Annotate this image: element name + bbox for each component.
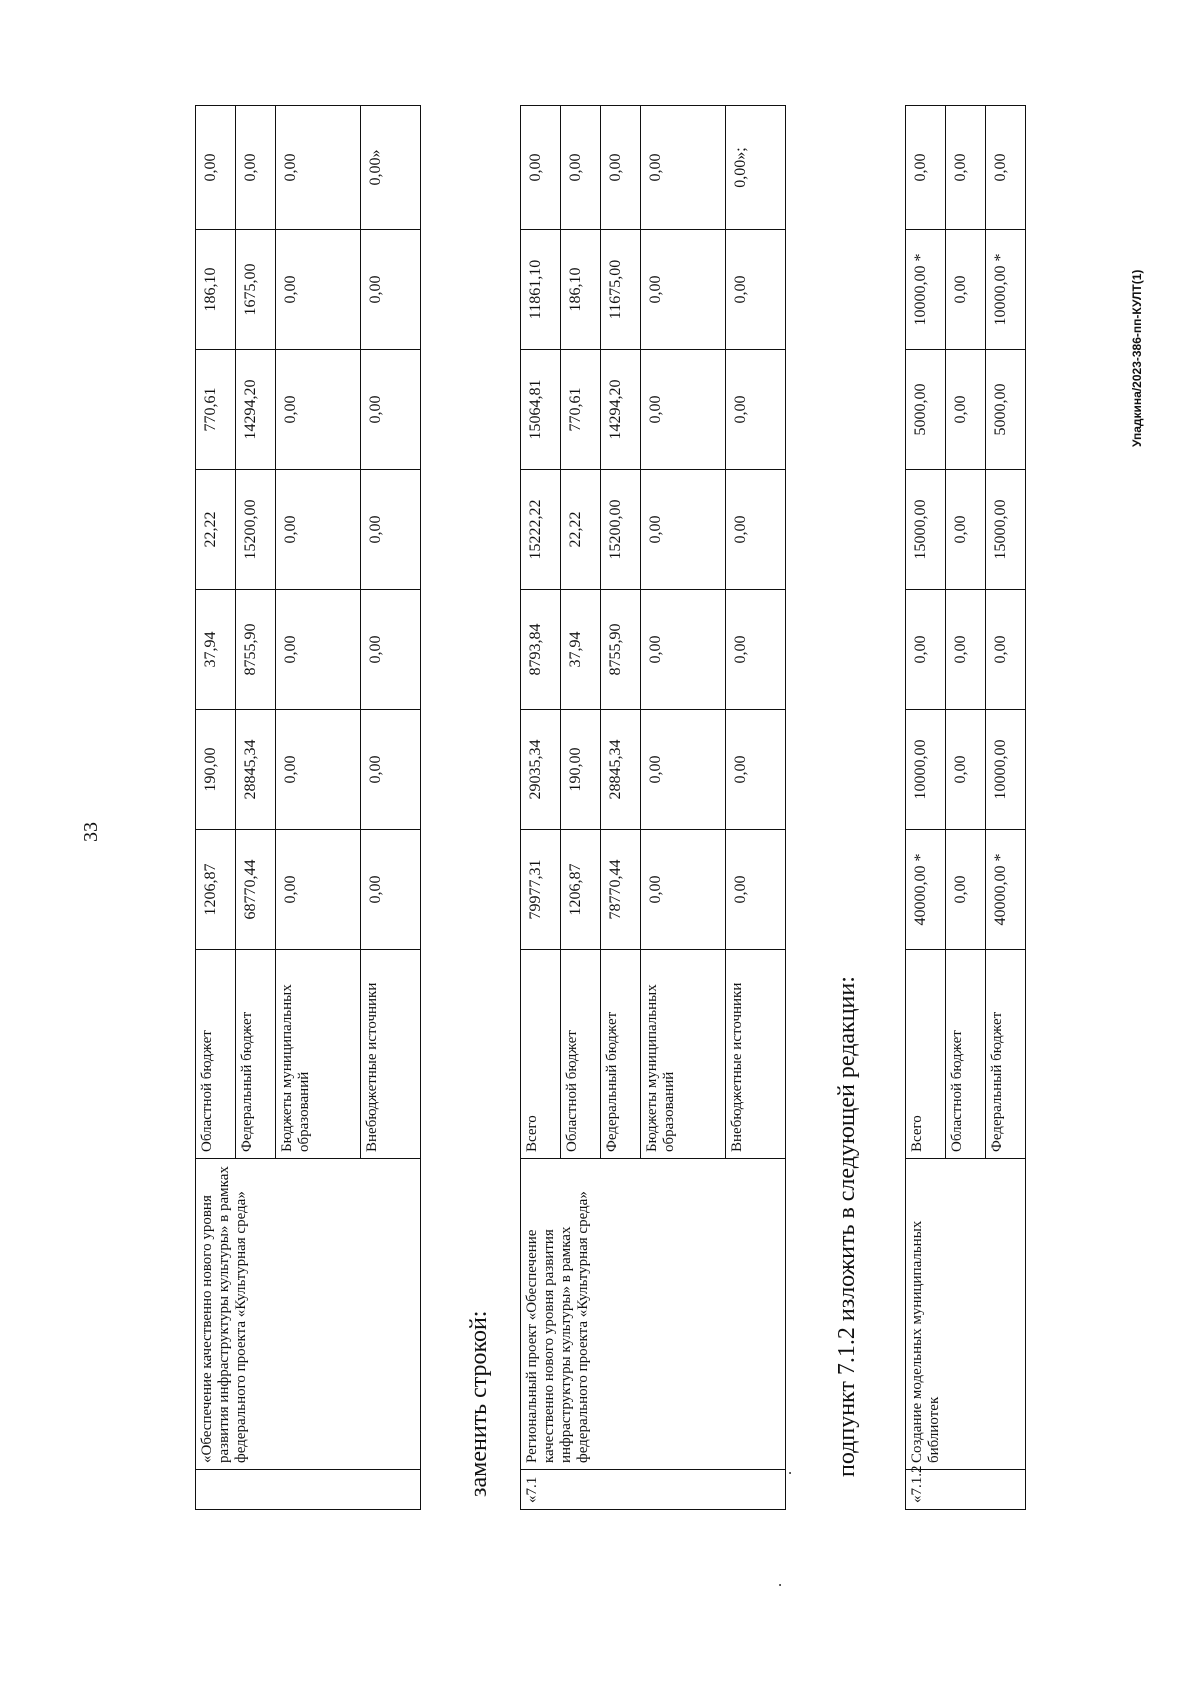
project-name-cell: Региональный проект «Обеспечение качественно нового уровня развития инфраструктуры культуры» в рамках федерального проекта «Культурная среда» <box>521 1159 786 1470</box>
value-cell: 0,00 <box>641 590 726 710</box>
value-cell: 15064,81 <box>521 350 561 470</box>
value-cell: 1206,87 <box>561 830 601 950</box>
value-cell: 0,00 <box>601 106 641 230</box>
funding-source: Областной бюджет <box>946 950 986 1159</box>
page-number: 33 <box>80 822 102 842</box>
value-cell: 0,00 <box>726 350 786 470</box>
value-cell: 11675,00 <box>601 230 641 350</box>
value-cell: 190,00 <box>196 710 236 830</box>
value-cell: 14294,20 <box>601 350 641 470</box>
value-cell: 10000,00 <box>986 710 1026 830</box>
value-cell: 0,00 <box>276 350 361 470</box>
value-cell: 5000,00 <box>986 350 1026 470</box>
value-cell: 0,00 <box>726 830 786 950</box>
document-footer-code: Упадкина/2023-386-пп-КУЛТ(1) <box>1130 269 1144 447</box>
budget-table-new <box>520 105 786 1510</box>
value-cell: 37,94 <box>196 590 236 710</box>
value-cell: 79977,31 <box>521 830 561 950</box>
value-cell: 0,00 <box>906 590 946 710</box>
replace-heading: заменить строкой: <box>466 1310 492 1497</box>
funding-source: Областной бюджет <box>561 950 601 1159</box>
value-cell: 0,00 <box>726 590 786 710</box>
row-number-cell <box>196 1470 421 1510</box>
row-number-cell: «7.1.2 <box>906 1470 1026 1510</box>
value-cell: 770,61 <box>561 350 601 470</box>
value-cell: 15000,00 <box>986 470 1026 590</box>
funding-source: Всего <box>521 950 561 1159</box>
funding-source: Внебюджетные источники <box>361 950 421 1159</box>
project-name-cell: «Обеспечение качественно нового уровня развития инфраструктуры культуры» в рамках федерального проекта «Культурная среда» <box>196 1159 421 1470</box>
value-cell: 68770,44 <box>236 830 276 950</box>
value-cell: 0,00 <box>276 710 361 830</box>
value-cell: 0,00»; <box>726 106 786 230</box>
row-number-cell: «7.1 <box>521 1470 786 1510</box>
value-cell: 0,00 <box>276 470 361 590</box>
value-cell: 0,00 <box>726 230 786 350</box>
funding-source: Федеральный бюджет <box>601 950 641 1159</box>
value-cell: 28845,34 <box>236 710 276 830</box>
value-cell: 37,94 <box>561 590 601 710</box>
value-cell: 10000,00 * <box>906 230 946 350</box>
funding-source: Бюджеты муниципальных образований <box>641 950 726 1159</box>
value-cell: 0,00 <box>641 830 726 950</box>
value-cell: 14294,20 <box>236 350 276 470</box>
value-cell: 0,00 <box>906 106 946 230</box>
value-cell: 0,00 <box>946 350 986 470</box>
value-cell: 11861,10 <box>521 230 561 350</box>
value-cell: 10000,00 <box>906 710 946 830</box>
value-cell: 0,00 <box>641 710 726 830</box>
value-cell: 0,00 <box>561 106 601 230</box>
value-cell: 0,00 <box>236 106 276 230</box>
funding-source: Федеральный бюджет <box>986 950 1026 1159</box>
value-cell: 0,00 <box>196 106 236 230</box>
value-cell: 0,00 <box>986 106 1026 230</box>
value-cell: 78770,44 <box>601 830 641 950</box>
value-cell: 0,00 <box>946 590 986 710</box>
funding-source: Внебюджетные источники <box>726 950 786 1159</box>
funding-source: Бюджеты муниципальных образований <box>276 950 361 1159</box>
value-cell: 186,10 <box>196 230 236 350</box>
value-cell: 28845,34 <box>601 710 641 830</box>
value-cell: 22,22 <box>561 470 601 590</box>
value-cell: 0,00 <box>276 106 361 230</box>
value-cell: 0,00 <box>641 106 726 230</box>
value-cell: 0,00 <box>986 590 1026 710</box>
value-cell: 40000,00 * <box>986 830 1026 950</box>
value-cell: 0,00 <box>521 106 561 230</box>
value-cell: 10000,00 * <box>986 230 1026 350</box>
scan-speck: . <box>778 1471 795 1475</box>
project-name-cell: Создание модельных муниципальных библиотек <box>906 1159 1026 1470</box>
value-cell: 0,00 <box>276 590 361 710</box>
value-cell: 15000,00 <box>906 470 946 590</box>
value-cell: 0,00 <box>946 230 986 350</box>
value-cell: 0,00 <box>946 830 986 950</box>
value-cell: 0,00 <box>641 230 726 350</box>
scan-speck: . <box>768 1583 785 1587</box>
value-cell: 15222,22 <box>521 470 561 590</box>
subpoint-heading: подпункт 7.1.2 изложить в следующей редакции: <box>834 976 860 1477</box>
value-cell: 1206,87 <box>196 830 236 950</box>
value-cell: 15200,00 <box>601 470 641 590</box>
funding-source: Областной бюджет <box>196 950 236 1159</box>
value-cell: 0,00 <box>361 830 421 950</box>
value-cell: 8755,90 <box>601 590 641 710</box>
value-cell: 29035,34 <box>521 710 561 830</box>
value-cell: 0,00 <box>276 830 361 950</box>
value-cell: 1675,00 <box>236 230 276 350</box>
value-cell: 0,00 <box>641 470 726 590</box>
value-cell: 15200,00 <box>236 470 276 590</box>
budget-table-libraries <box>905 105 1026 1510</box>
value-cell: 0,00 <box>946 710 986 830</box>
value-cell: 8793,84 <box>521 590 561 710</box>
value-cell: 190,00 <box>561 710 601 830</box>
funding-source: Всего <box>906 950 946 1159</box>
value-cell: 0,00 <box>946 470 986 590</box>
value-cell: 22,22 <box>196 470 236 590</box>
value-cell: 0,00 <box>726 470 786 590</box>
value-cell: 0,00 <box>641 350 726 470</box>
value-cell: 0,00 <box>726 710 786 830</box>
value-cell: 0,00 <box>361 590 421 710</box>
value-cell: 0,00 <box>361 710 421 830</box>
value-cell: 0,00» <box>361 106 421 230</box>
value-cell: 0,00 <box>946 106 986 230</box>
value-cell: 0,00 <box>361 350 421 470</box>
budget-table-old <box>195 105 421 1510</box>
funding-source: Федеральный бюджет <box>236 950 276 1159</box>
value-cell: 5000,00 <box>906 350 946 470</box>
value-cell: 40000,00 * <box>906 830 946 950</box>
value-cell: 0,00 <box>276 230 361 350</box>
value-cell: 0,00 <box>361 230 421 350</box>
value-cell: 0,00 <box>361 470 421 590</box>
value-cell: 770,61 <box>196 350 236 470</box>
value-cell: 186,10 <box>561 230 601 350</box>
value-cell: 8755,90 <box>236 590 276 710</box>
